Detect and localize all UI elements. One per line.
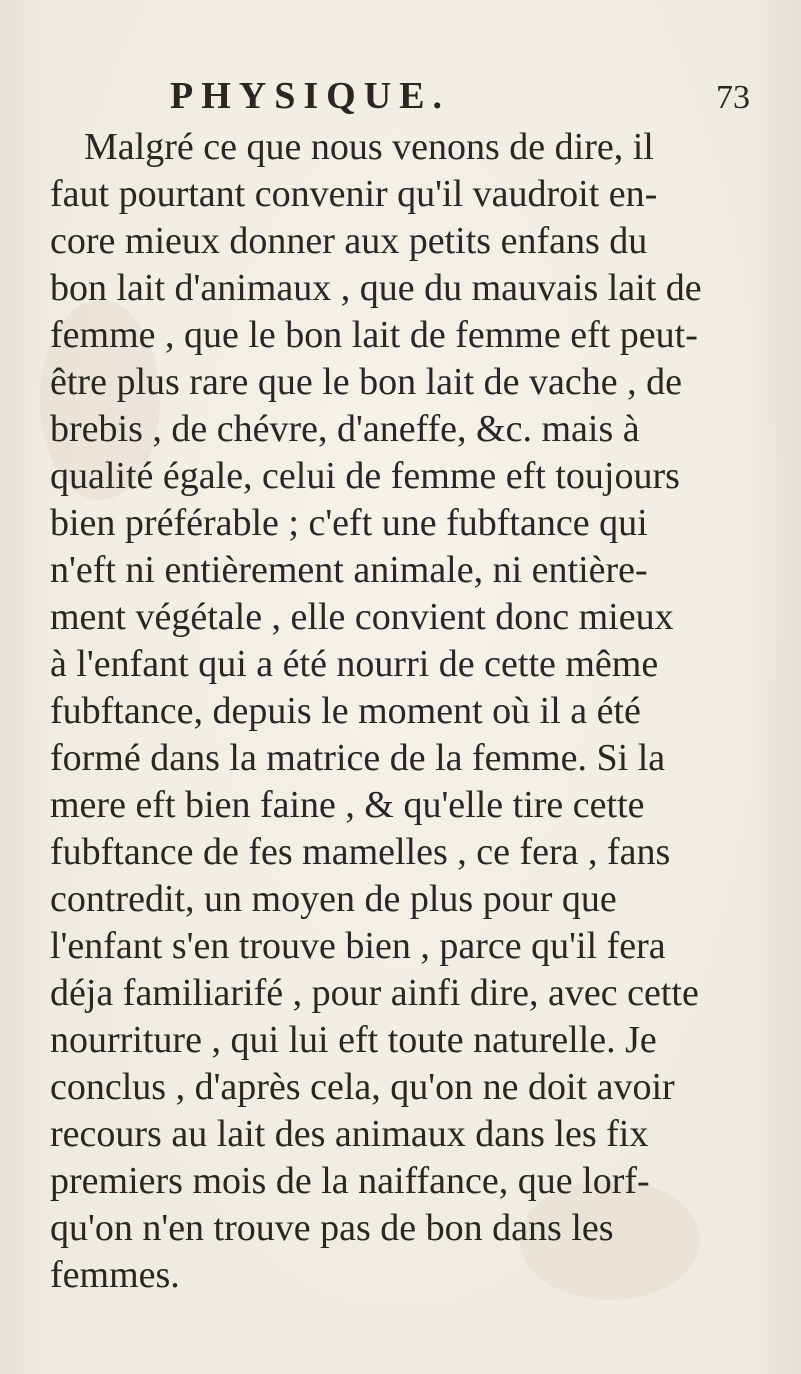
- text-line: bon lait d'animaux , que du mauvais lait de: [50, 267, 702, 309]
- text-line: ment végétale , elle convient donc mieux: [50, 596, 674, 638]
- text-line: à l'enfant qui a été nourri de cette même: [50, 643, 659, 685]
- text-line: qualité égale, celui de femme eft toujours: [50, 455, 680, 497]
- text-line: n'eft ni entièrement animale, ni entière-: [50, 549, 648, 591]
- running-title: PHYSIQUE.: [170, 75, 450, 117]
- text-line: brebis , de chévre, d'aneffe, &c. mais à: [50, 408, 640, 450]
- text-line: qu'on n'en trouve pas de bon dans les: [50, 1207, 614, 1249]
- text-line: fubftance de fes mamelles , ce fera , fans: [50, 831, 671, 873]
- text-line: contredit, un moyen de plus pour que: [50, 878, 617, 920]
- text-line: bien préférable ; c'eft une fubftance qui: [50, 502, 648, 544]
- text-line: premiers mois de la naiffance, que lorf-: [50, 1160, 650, 1202]
- text-line: faut pourtant convenir qu'il vaudroit en-: [50, 173, 658, 215]
- text-line: être plus rare que le bon lait de vache , de: [50, 361, 682, 403]
- page-number: 73: [716, 79, 750, 116]
- text-line: déja familiarifé , pour ainfi dire, avec cette: [50, 972, 699, 1014]
- text-line: l'enfant s'en trouve bien , parce qu'il fera: [50, 925, 666, 967]
- text-line: recours au lait des animaux dans les fix: [50, 1113, 649, 1155]
- running-head: [0, 74, 801, 118]
- text-line: nourriture , qui lui eft toute naturelle. Je: [50, 1019, 657, 1061]
- text-line: core mieux donner aux petits enfans du: [50, 220, 648, 262]
- text-line: femme , que le bon lait de femme eft peut-: [50, 314, 698, 356]
- text-line: formé dans la matrice de la femme. Si la: [50, 737, 666, 779]
- text-line: conclus , d'après cela, qu'on ne doit avoir: [50, 1066, 675, 1108]
- text-line: mere eft bien faine , & qu'elle tire cette: [50, 784, 645, 826]
- text-line: fubftance, depuis le moment où il a été: [50, 690, 641, 732]
- text-line: femmes.: [50, 1254, 180, 1296]
- text-line: Malgré ce que nous venons de dire, il: [84, 126, 654, 168]
